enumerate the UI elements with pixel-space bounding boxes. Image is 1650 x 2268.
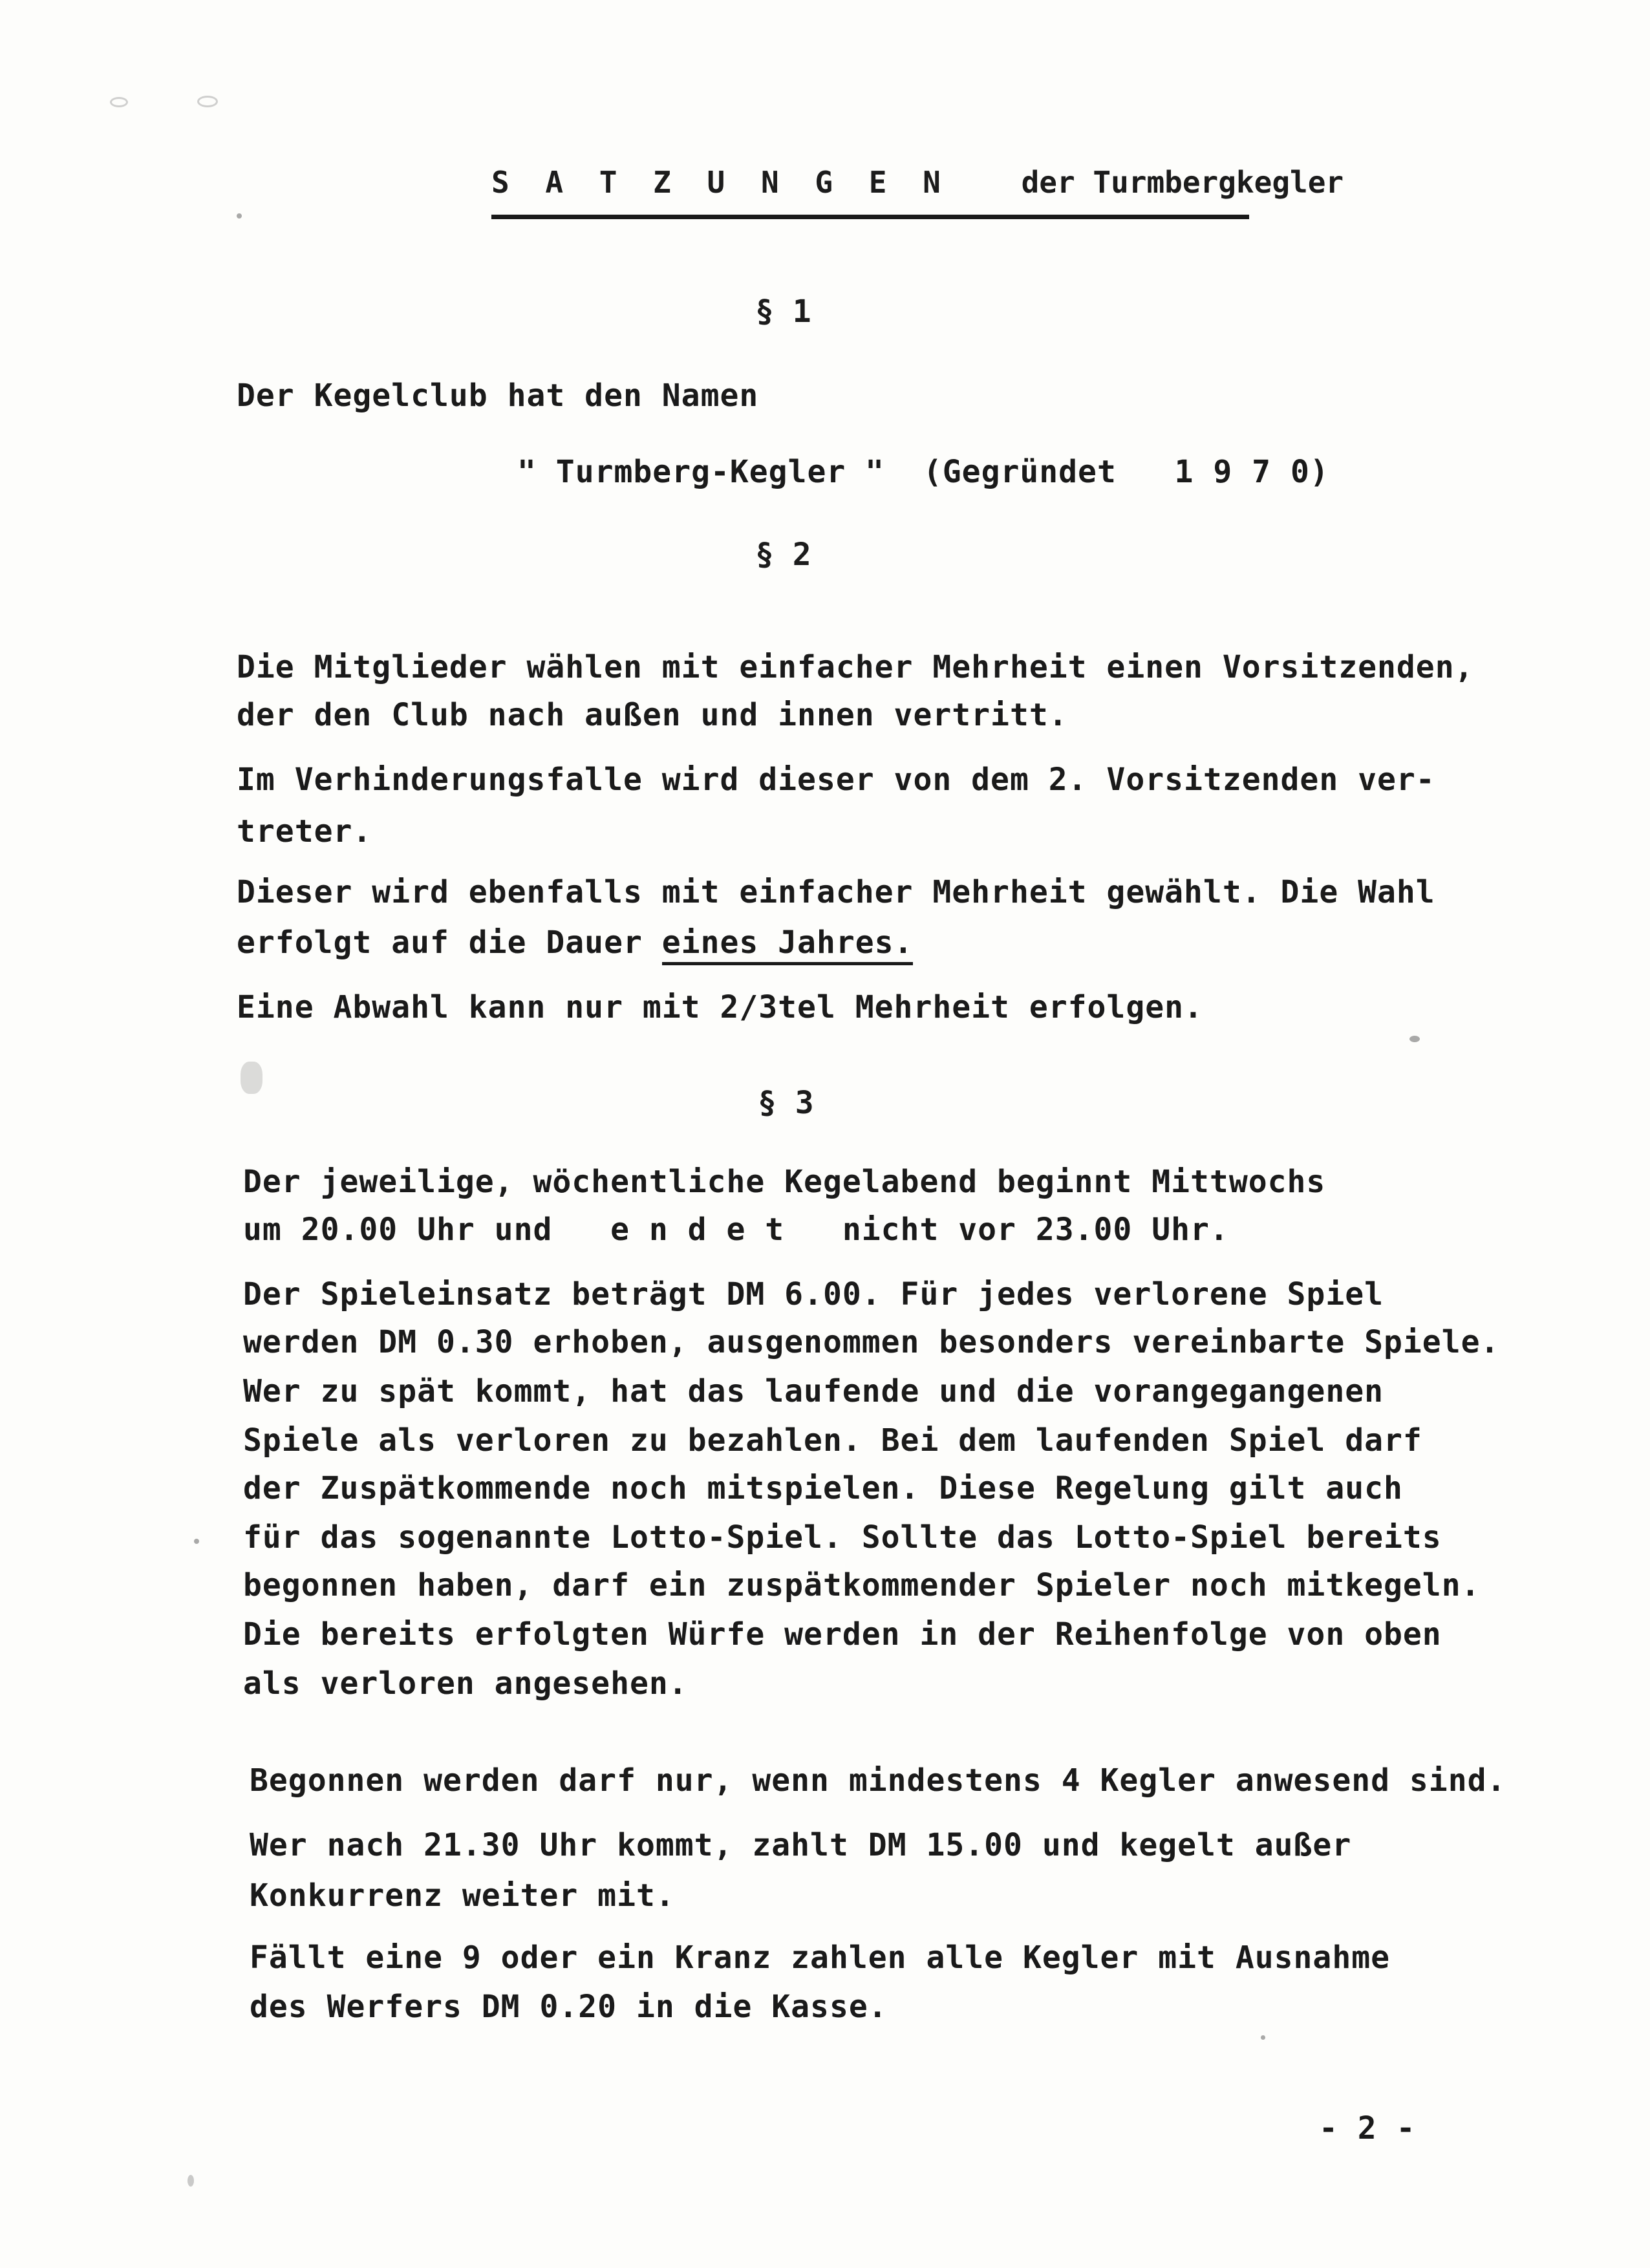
title-underline (491, 215, 1249, 219)
s2-line-3: Im Verhinderungsfalle wird dieser von dem 2. Vorsitzenden ver- (237, 762, 1435, 798)
ink-speck (1409, 1036, 1420, 1042)
s3-line-11: als verloren angesehen. (243, 1665, 688, 1702)
title-rest: der Turmbergkegler (1021, 165, 1344, 200)
scan-smudge (241, 1062, 262, 1094)
s3-line-10: Die bereits erfolgten Würfe werden in der Reihenfolge von oben (243, 1616, 1442, 1653)
document-title (491, 163, 1344, 202)
section-heading-3: § 3 (758, 1085, 814, 1121)
s3-line-13: Wer nach 21.30 Uhr kommt, zahlt DM 15.00 und kegelt außer (250, 1827, 1352, 1863)
s3-line-6: Spiele als verloren zu bezahlen. Bei dem laufenden Spiel darf (243, 1422, 1422, 1459)
section-heading-1: § 1 (755, 294, 811, 330)
s3-line-5: Wer zu spät kommt, hat das laufende und die vorangegangenen (243, 1373, 1384, 1409)
s2-line-2: der den Club nach außen und innen vertritt. (237, 697, 1068, 733)
ink-speck (188, 2175, 194, 2187)
ink-speck (237, 213, 242, 219)
ink-speck (194, 1539, 199, 1544)
s2-line-7: Eine Abwahl kann nur mit 2/3tel Mehrheit erfolgen. (237, 989, 1203, 1025)
s2-line-4: treter. (237, 813, 372, 850)
punch-hole-mark (197, 96, 218, 107)
s3-line-3: Der Spieleinsatz beträgt DM 6.00. Für jedes verlorene Spiel (243, 1276, 1384, 1312)
s3-line-15: Fällt eine 9 oder ein Kranz zahlen alle Kegler mit Ausnahme (250, 1940, 1391, 1976)
title-spaced: S A T Z U N G E N (491, 165, 950, 200)
s2-line-5: Dieser wird ebenfalls mit einfacher Mehrheit gewählt. Die Wahl (237, 874, 1435, 910)
s3-line-7: der Zuspätkommende noch mitspielen. Diese Regelung gilt auch (243, 1470, 1403, 1506)
s3-line-1: Der jeweilige, wöchentliche Kegelabend beginnt Mittwochs (243, 1164, 1326, 1200)
page-number: - 2 - (1319, 2110, 1416, 2146)
ink-speck (1261, 2035, 1265, 2040)
s2-line-6-text: erfolgt auf die Dauer (237, 925, 662, 961)
s3-line-9: begonnen haben, darf ein zuspätkommender Spieler noch mitkegeln. (243, 1567, 1481, 1603)
s3-line-8: für das sogenannte Lotto-Spiel. Sollte das Lotto-Spiel bereits (243, 1519, 1442, 1556)
s3-line-2: um 20.00 Uhr und e n d e t nicht vor 23.00 Uhr. (243, 1212, 1229, 1248)
s3-line-16: des Werfers DM 0.20 in die Kasse. (250, 1989, 888, 2025)
s2-line-1: Die Mitglieder wählen mit einfacher Mehrheit einen Vorsitzenden, (237, 649, 1474, 685)
s1-line-1: Der Kegelclub hat den Namen (237, 378, 759, 414)
punch-hole-mark (110, 97, 128, 107)
s1-line-2: " Turmberg-Kegler " (Gegründet 1 9 7 0) (517, 454, 1329, 490)
section-heading-2: § 2 (755, 537, 811, 573)
s3-line-14: Konkurrenz weiter mit. (250, 1878, 675, 1914)
s3-line-12: Begonnen werden darf nur, wenn mindestens 4 Kegler anwesend sind. (250, 1762, 1506, 1799)
s2-line-6 (237, 923, 913, 962)
s3-line-4: werden DM 0.30 erhoben, ausgenommen besonders vereinbarte Spiele. (243, 1324, 1500, 1360)
s2-underlined-term: eines Jahres. (662, 925, 914, 965)
